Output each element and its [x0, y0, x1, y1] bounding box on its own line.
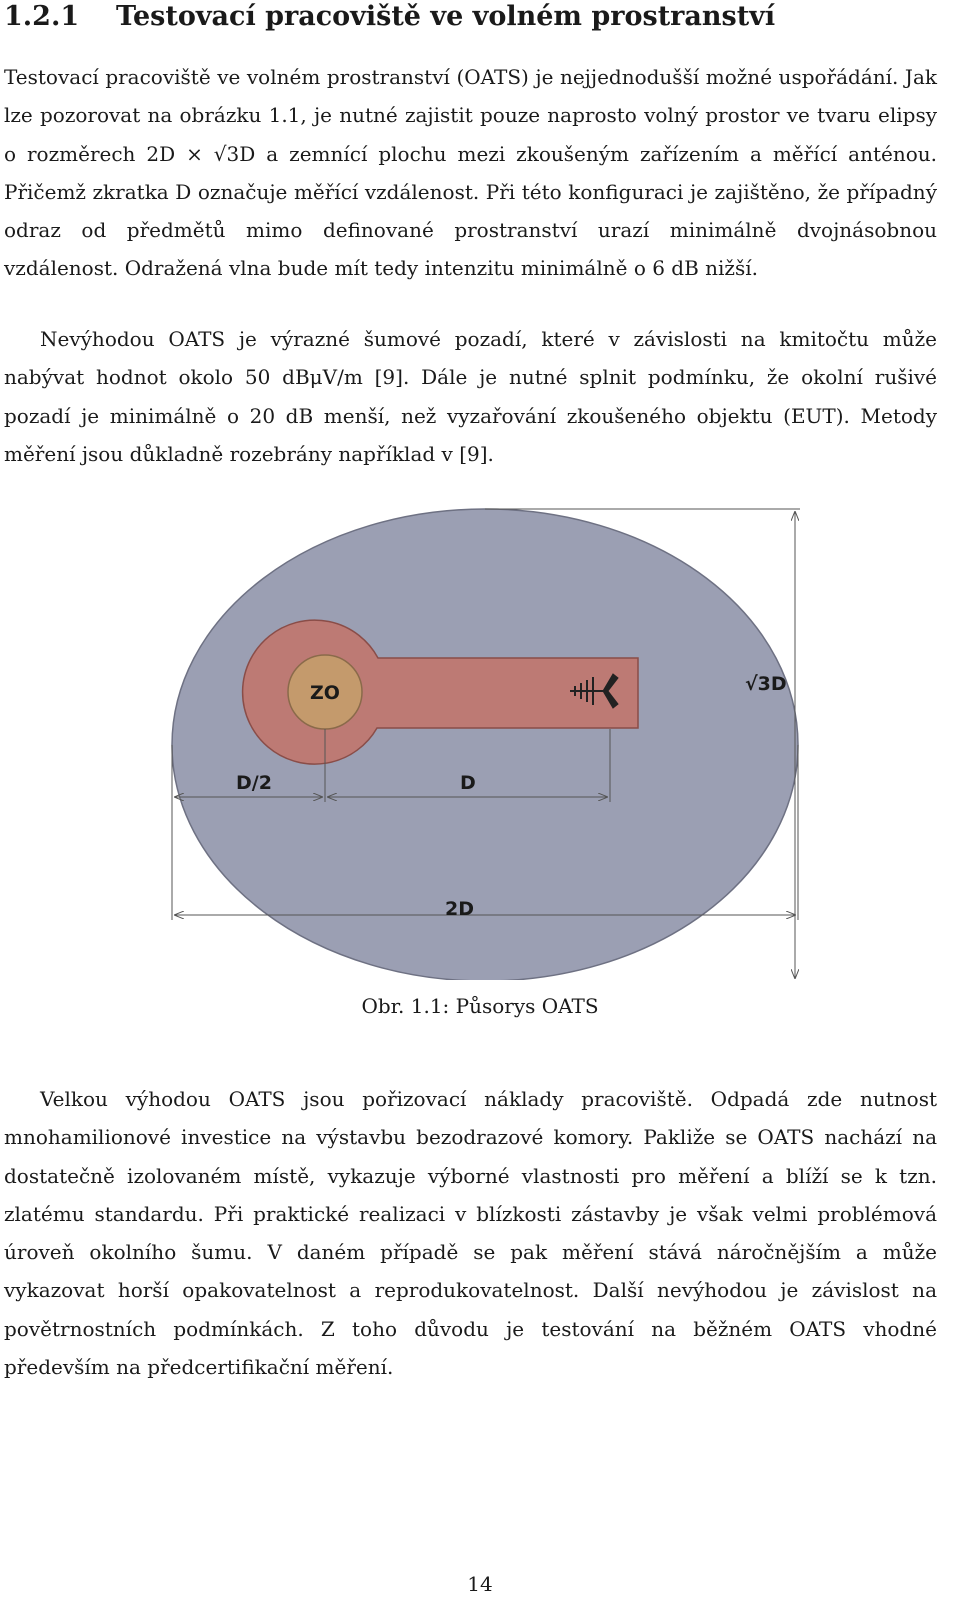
paragraph-disadvantage — [4, 320, 937, 473]
d-label: D — [460, 772, 476, 794]
section-number: 1.2.1 — [4, 1, 80, 32]
oats-diagram — [0, 500, 960, 980]
paragraph-intro: Testovací pracoviště ve volném prostranství (OATS) je nejjednodušší možné uspořádání. Jak lze pozorovat na obrázku 1.1, je nutné zajistit pouze naprosto volný prostor ve tvaru elipsy o rozměrech 2D × √3D a zemnící plochu mezi zkoušeným zařízením a měřící anténou. Přičemž zkratka D označuje měřící vzdálenost. Při této konfiguraci je zajištěno, že případný odraz od předmětů mimo definované prostranství urazí minimálně dvojnásobnou vzdálenost. Odražená vlna bude mít tedy intenzitu minimálně o 6 dB nižší. — [4, 65, 937, 281]
section-heading — [4, 0, 944, 34]
eut-label: ZO — [310, 682, 340, 704]
paragraph-disadvantage-text: Nevýhodou OATS je výrazné šumové pozadí, které v závislosti na kmitočtu může nabývat hodnot okolo 50 dBμV/m [9]. Dále je nutné splnit podmínku, že okolní rušivé pozadí je minimálně o 20 dB menší, než vyzařování zkoušeného objektu (EUT). Metody měření jsou důkladně rozebrány například v [9]. — [4, 327, 937, 466]
paragraph-advantage — [4, 1080, 937, 1386]
figure-caption: Obr. 1.1: Půsorys OATS — [361, 994, 599, 1018]
two-d-label: 2D — [445, 898, 474, 920]
paragraph-advantage-text: Velkou výhodou OATS jsou pořizovací náklady pracoviště. Odpadá zde nutnost mnohamilionové investice na výstavbu bezodrazové komory. Pakliže se OATS nachází na dostatečně izolovaném místě, vykazuje výborné vlastnosti pro měření a blíží se k tzn. zlatému standardu. Při praktické realizaci v blízkosti zástavby je však velmi problémová úroveň okolního šumu. V daném případě se pak měření stává náročnějším a může vykazovat horší opakovatelnost a reprodukovatelnost. Další nevýhodou je závislost na povětrnostních podmínkách. Z toho důvodu je testování na běžném OATS vhodné především na předcertifikační měření. — [4, 1087, 937, 1380]
d-half-label: D/2 — [236, 772, 272, 794]
sqrt3d-label: √3D — [745, 673, 787, 695]
figure-oats-layout — [0, 500, 960, 980]
section-title: Testovací pracoviště ve volném prostranství — [116, 1, 776, 32]
page-number: 14 — [467, 1572, 493, 1596]
